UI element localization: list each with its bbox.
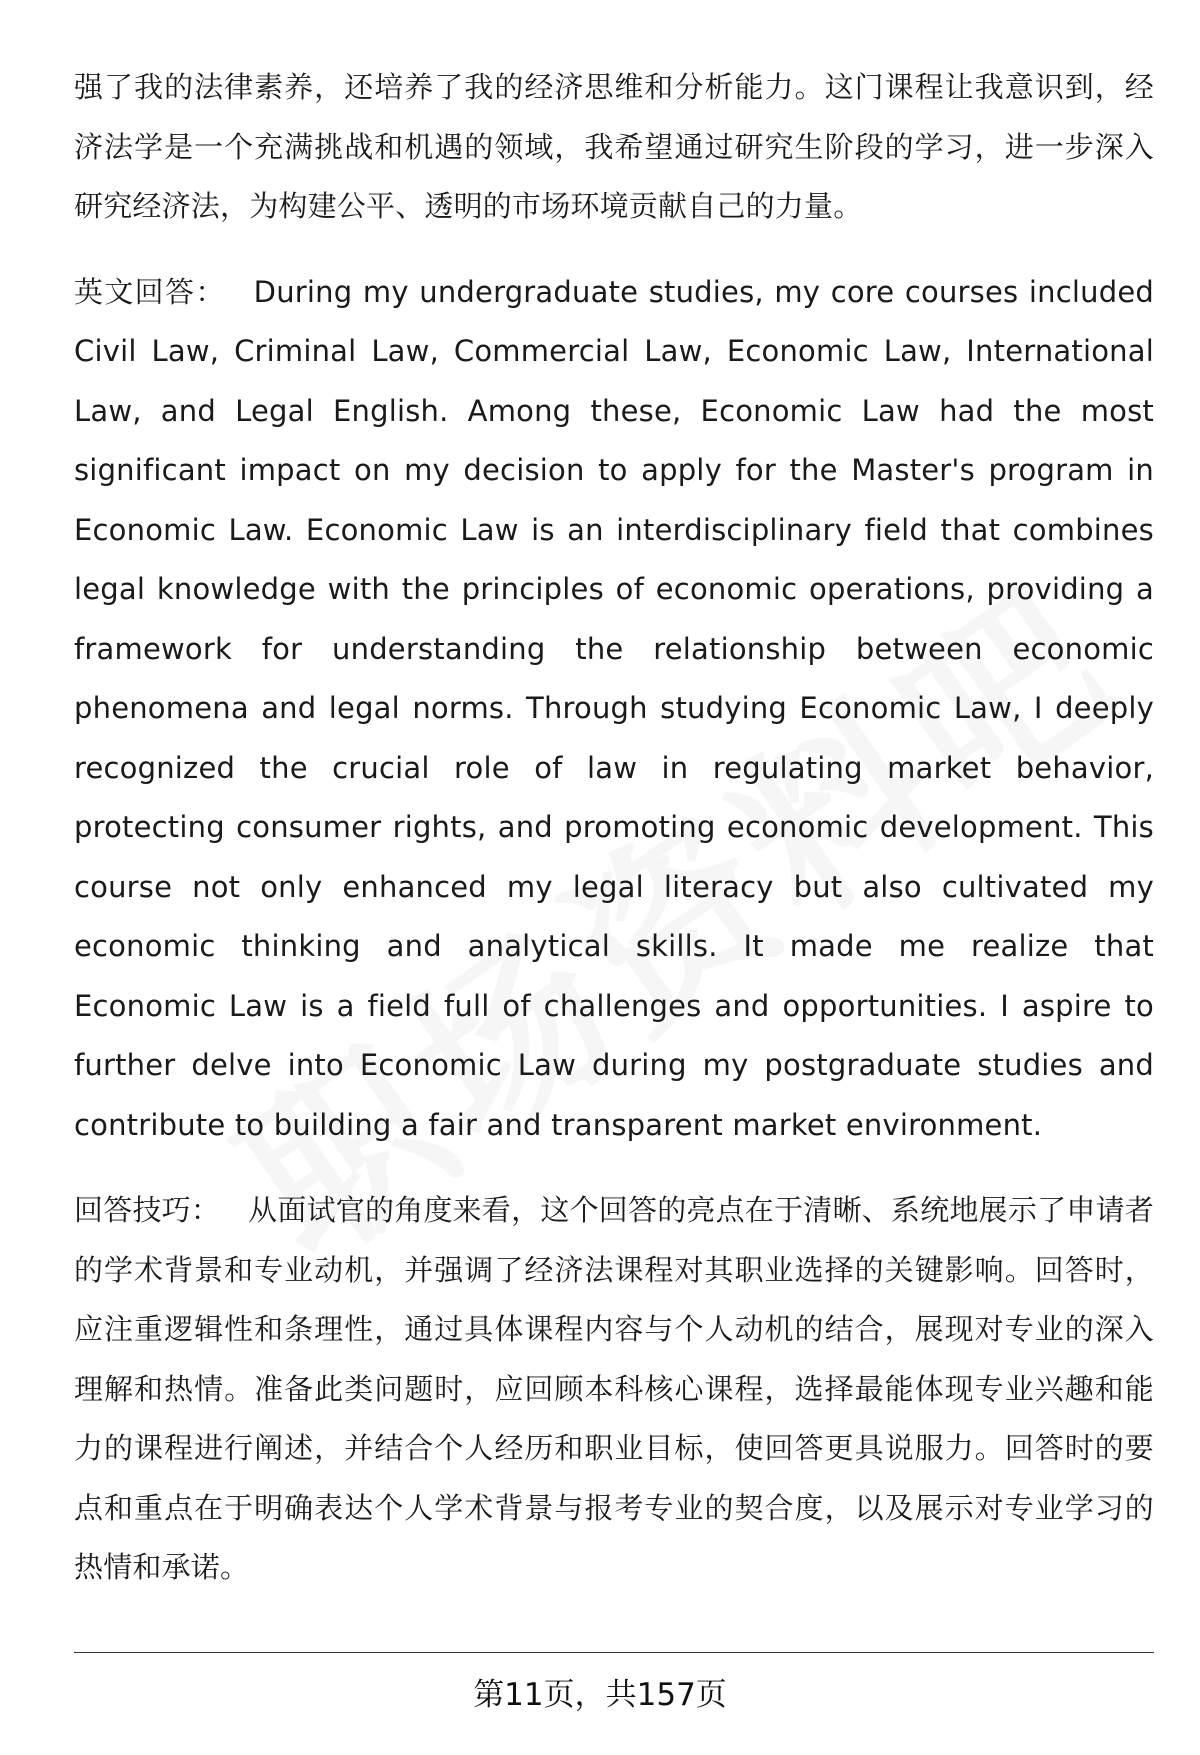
english-answer-label: 英文回答： — [74, 274, 226, 309]
paragraph-chinese-answer-tail: 强了我的法律素养，还培养了我的经济思维和分析能力。这门课程让我意识到，经济法学是一个充满挑战和机遇的领域，我希望通过研究生阶段的学习，进一步深入研究经济法，为构建公平、透明的市场环境贡献自己的力量。 — [74, 70, 1154, 223]
english-answer-text: During my undergraduate studies, my core courses included Civil Law, Criminal Law, Commercial Law, Economic Law, International Law, and Legal English. Among these, Economic Law had the most significant impact on my decision to apply for the Master's program in Economic Law. Economic Law is an interdisciplinary field that combines legal knowledge with the principles of economic operations, providing a framework for understanding the relationship between economic phenomena and legal norms. Through studying Economic Law, I deeply recognized the crucial role of law in regulating market behavior, protecting consumer rights, and promoting economic development. This course not only enhanced my legal literacy but also cultivated my economic thinking and analytical skills. It made me realize that Economic Law is a field full of challenges and opportunities. I aspire to further delve into Economic Law during my postgraduate studies and contribute to building a fair and transparent market environment. — [74, 274, 1154, 1142]
tips-label: 回答技巧： — [74, 1193, 221, 1227]
footer-divider — [74, 1652, 1154, 1653]
document-body — [74, 58, 1154, 1624]
paragraph-english-answer — [74, 263, 1154, 1156]
page-number: 第11页，共157页 — [473, 1677, 727, 1713]
paragraph-answer-tips — [74, 1181, 1154, 1598]
tips-text: 从面试官的角度来看，这个回答的亮点在于清晰、系统地展示了申请者的学术背景和专业动机，并强调了经济法课程对其职业选择的关键影响。回答时，应注重逻辑性和条理性，通过具体课程内容与个人动机的结合，展现对专业的深入理解和热情。准备此类问题时，应回顾本科核心课程，选择最能体现专业兴趣和能力的课程进行阐述，并结合个人经历和职业目标，使回答更具说服力。回答时的要点和重点在于明确表达个人学术背景与报考专业的契合度，以及展示对专业学习的热情和承诺。 — [74, 1193, 1154, 1584]
